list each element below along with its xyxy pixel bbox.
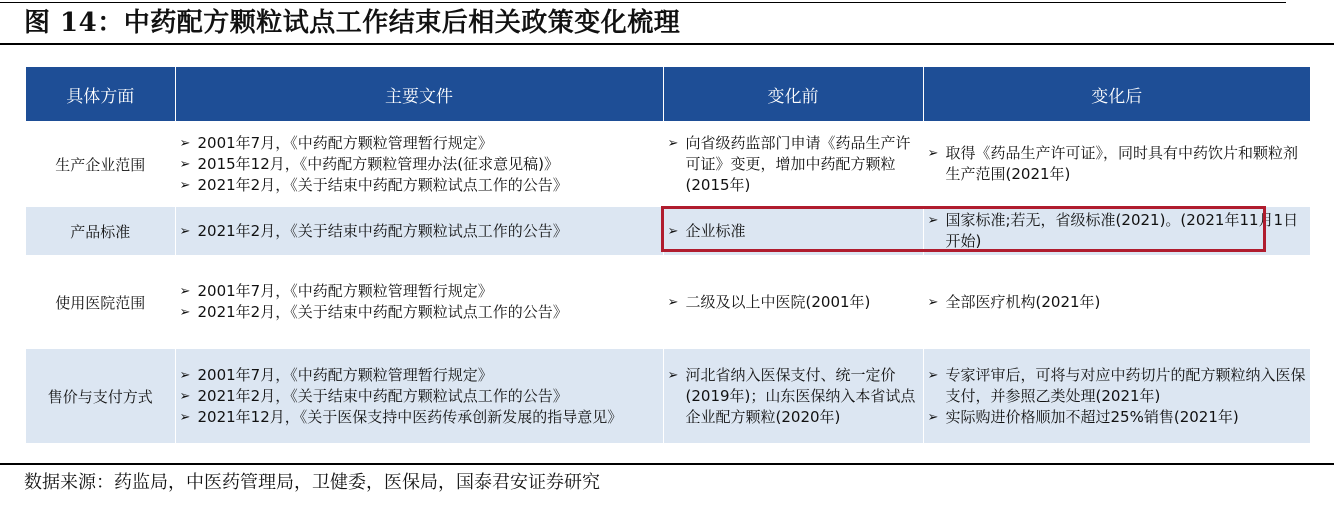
data-source-note: 数据来源：药监局，中医药管理局，卫健委，医保局，国泰君安证券研究 (24, 472, 600, 493)
after-cell (923, 206, 1310, 256)
before-cell (663, 206, 923, 256)
after-item: 国家标准;若无，省级标准(2021)。(2021年11月1日开始) (945, 211, 1299, 250)
files-cell (175, 256, 663, 348)
arrow-bullet-icon: ➢ (667, 294, 679, 310)
arrow-bullet-icon: ➢ (927, 367, 939, 383)
after-cell (923, 122, 1310, 206)
top-rule (0, 2, 1286, 3)
arrow-bullet-icon: ➢ (667, 223, 679, 239)
title-rule (0, 43, 1334, 45)
aspect-cell: 生产企业范围 (26, 122, 175, 206)
file-item: 2001年7月，《中药配方颗粒管理暂行规定》 (197, 282, 493, 300)
after-cell (923, 348, 1310, 443)
table-row (26, 348, 1310, 443)
header-row (26, 67, 1310, 122)
before-cell (663, 122, 923, 206)
after-item: 实际购进价格顺加不超过25%销售(2021年) (945, 407, 1239, 426)
before-item: 二级及以上中医院(2001年) (685, 292, 871, 311)
policy-table (26, 67, 1310, 443)
after-cell (923, 256, 1310, 348)
arrow-bullet-icon: ➢ (927, 146, 939, 161)
arrow-bullet-icon: ➢ (179, 305, 191, 320)
after-item: 取得《药品生产许可证》，同时具有中药饮片和颗粒剂生产范围(2021年) (945, 144, 1299, 183)
file-item: 2021年2月，《关于结束中药配方颗粒试点工作的公告》 (197, 303, 568, 321)
file-item: 2001年7月，《中药配方颗粒管理暂行规定》 (197, 133, 493, 152)
table-row (26, 256, 1310, 348)
file-item: 2021年12月，《关于医保支持中医药传承创新发展的指导意见》 (197, 407, 623, 426)
aspect-cell: 使用医院范围 (26, 256, 175, 348)
arrow-bullet-icon: ➢ (179, 156, 191, 172)
arrow-bullet-icon: ➢ (179, 388, 191, 404)
file-item: 2001年7月，《中药配方颗粒管理暂行规定》 (197, 365, 493, 384)
bottom-rule (0, 463, 1334, 465)
arrow-bullet-icon: ➢ (179, 177, 191, 193)
before-item: 向省级药监部门申请《药品生产许可证》变更，增加中药配方颗粒(2015年) (685, 133, 911, 194)
before-item: 企业标准 (685, 221, 746, 240)
figure-title: 图 14：中药配方颗粒试点工作结束后相关政策变化梳理 (24, 8, 681, 38)
before-item: 河北省纳入医保支付、统一定价(2019年)；山东医保纳入本省试点企业配方颗粒(2020年) (685, 365, 916, 426)
file-item: 2015年12月，《中药配方颗粒管理办法(征求意见稿)》 (197, 154, 559, 173)
arrow-bullet-icon: ➢ (667, 135, 679, 151)
aspect-cell: 产品标准 (26, 206, 175, 256)
file-item: 2021年2月，《关于结束中药配方颗粒试点工作的公告》 (197, 386, 568, 405)
table-row (26, 206, 1310, 256)
header-files: 主要文件 (175, 67, 663, 122)
after-item: 全部医疗机构(2021年) (945, 292, 1101, 311)
files-cell (175, 206, 663, 256)
table-row (26, 122, 1310, 206)
arrow-bullet-icon: ➢ (927, 213, 939, 228)
arrow-bullet-icon: ➢ (179, 409, 191, 425)
arrow-bullet-icon: ➢ (179, 223, 191, 239)
files-cell (175, 348, 663, 443)
arrow-bullet-icon: ➢ (179, 284, 191, 299)
arrow-bullet-icon: ➢ (179, 135, 191, 151)
before-cell (663, 256, 923, 348)
arrow-bullet-icon: ➢ (667, 367, 679, 383)
after-item: 专家评审后，可将与对应中药切片的配方颗粒纳入医保支付，并参照乙类处理(2021年) (945, 365, 1306, 405)
before-cell (663, 348, 923, 443)
arrow-bullet-icon: ➢ (927, 294, 939, 310)
header-aspect: 具体方面 (26, 67, 175, 122)
aspect-cell: 售价与支付方式 (26, 348, 175, 443)
header-after: 变化后 (923, 67, 1310, 122)
files-cell (175, 122, 663, 206)
file-item: 2021年2月，《关于结束中药配方颗粒试点工作的公告》 (197, 175, 568, 194)
arrow-bullet-icon: ➢ (179, 367, 191, 383)
file-item: 2021年2月，《关于结束中药配方颗粒试点工作的公告》 (197, 221, 568, 240)
arrow-bullet-icon: ➢ (927, 409, 939, 425)
header-before: 变化前 (663, 67, 923, 122)
